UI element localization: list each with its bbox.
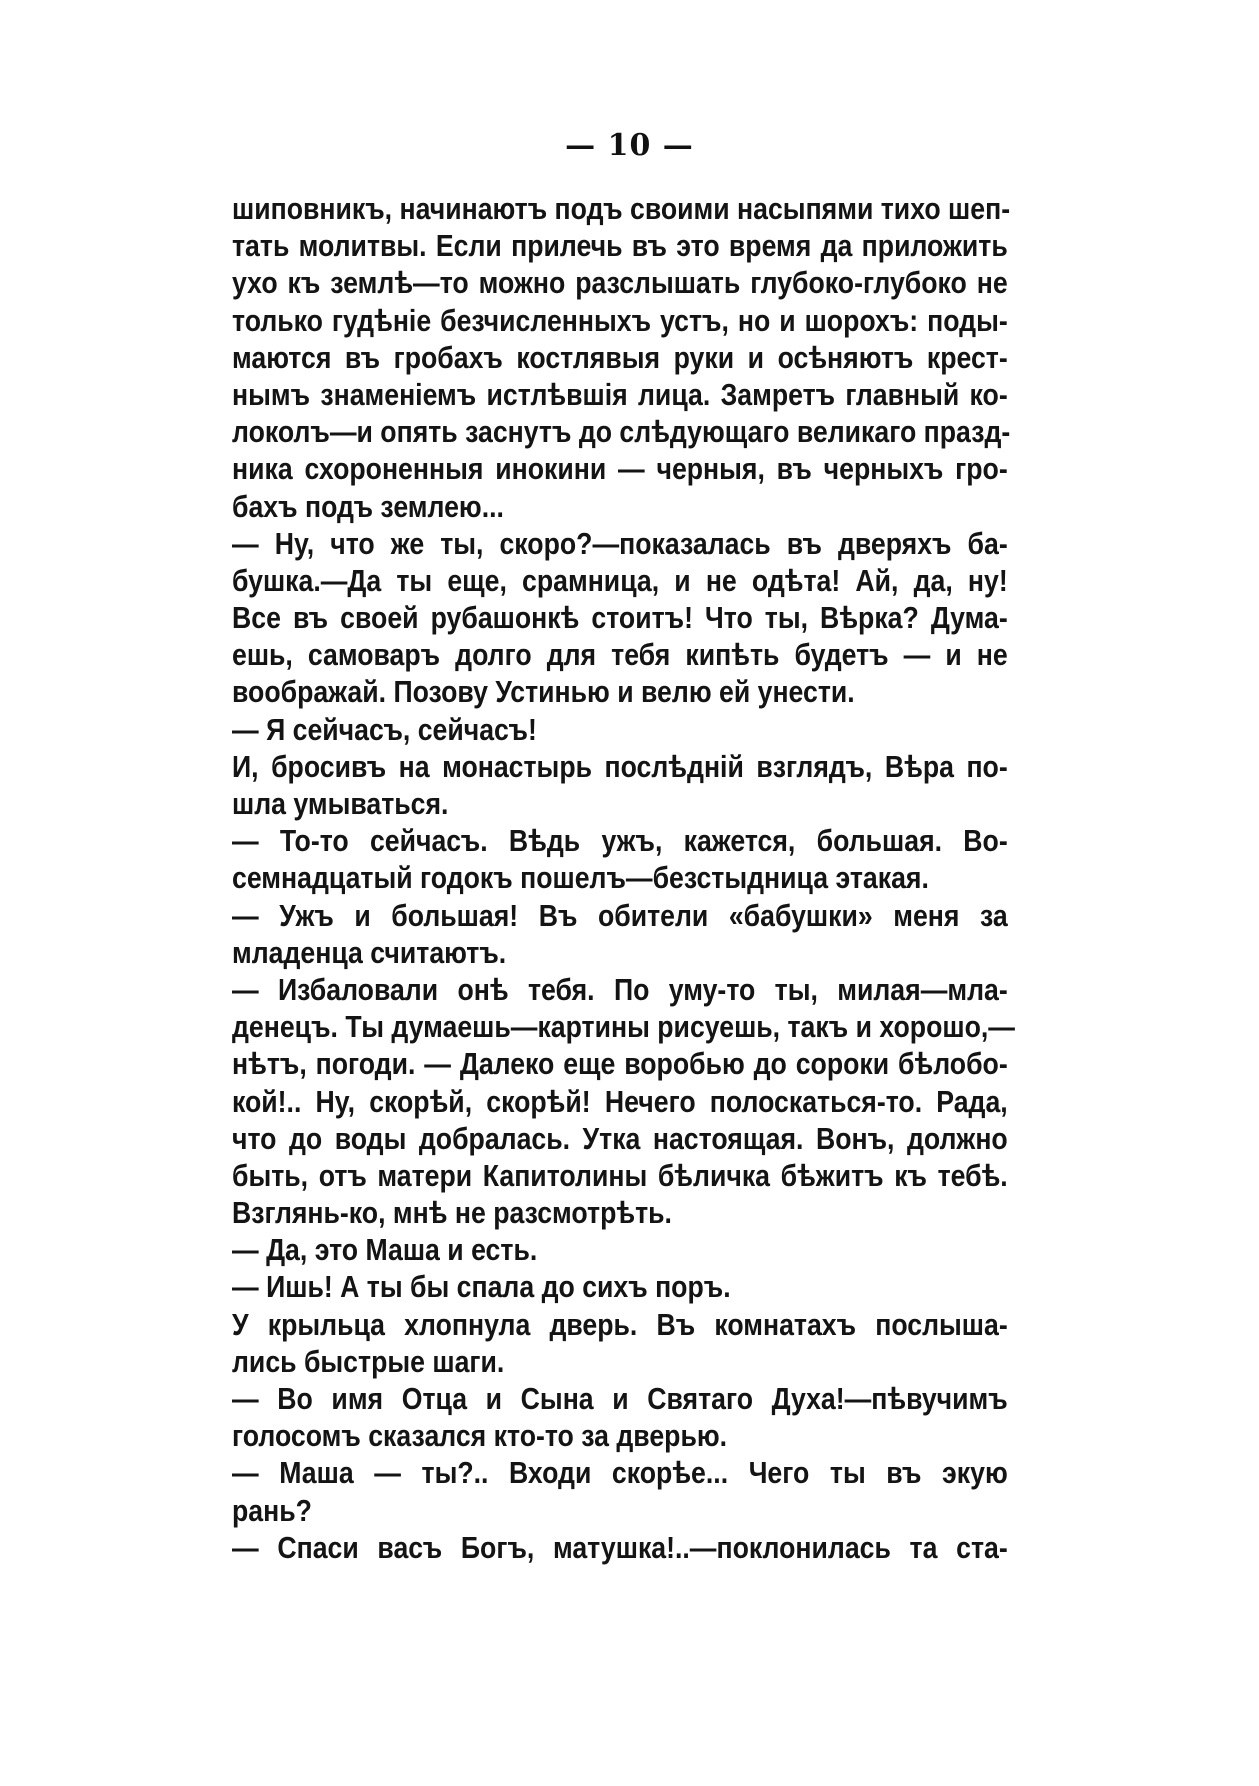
text-line: ешь, самоваръ долго для тебя кипѣть будетъ — и не	[232, 637, 1008, 673]
text-line: голосомъ сказался кто-то за дверью.	[232, 1418, 728, 1454]
text-line: нымъ знаменіемъ истлѣвшія лица. Замретъ главный ко-	[232, 376, 1008, 412]
text-line: бушка.—Да ты еще, срамница, и не одѣта! Ай, да, ну!	[232, 562, 1008, 598]
text-line: бахъ подъ землею...	[232, 488, 504, 524]
text-line: локолъ—и опять заснутъ до слѣдующаго великаго празд-	[232, 414, 1011, 450]
text-line: шла умываться.	[232, 786, 449, 821]
text-line: — Ишь! А ты бы спала до сихъ поръ.	[232, 1269, 731, 1305]
text-line: — Ужъ и большая! Въ обители «бабушки» меня за	[232, 897, 1008, 933]
text-line: семнадцатый годокъ пошелъ—безстыдница этакая.	[232, 860, 929, 896]
page-number: — 10 —	[565, 128, 694, 163]
text-line: маются въ гробахъ костлявыя руки и осѣняютъ крест-	[232, 339, 1008, 375]
text-line: кой!.. Ну, скорѣй, скорѣй! Нечего полоскаться-то. Рада,	[232, 1083, 1008, 1119]
text-line: тать молитвы. Если прилечь въ это время да приложить	[232, 228, 1008, 264]
text-line: шиповникъ, начинаютъ подъ своими насыпями тихо шеп-	[232, 191, 1011, 226]
text-lines	[232, 190, 1015, 1566]
text-line: — То-то сейчасъ. Вѣдь ужъ, кажется, большая. Во-	[232, 823, 1008, 859]
text-line: денецъ. Ты думаешь—картины рисуешь, такъ и хорошо,—	[232, 1009, 1015, 1045]
text-line: — Избаловали онѣ тебя. По уму-то ты, милая—мла-	[232, 971, 1008, 1007]
text-line: — Ну, что же ты, скоро?—показалась въ дверяхъ ба-	[232, 525, 1008, 561]
text-line: — Да, это Маша и есть.	[232, 1232, 538, 1268]
text-line: — Во имя Отца и Сына и Святаго Духа!—пѣвучимъ	[232, 1381, 1008, 1416]
text-line: лись быстрые шаги.	[232, 1343, 505, 1379]
text-line: Взглянь-ко, мнѣ не разсмотрѣть.	[232, 1195, 672, 1231]
text-line: — Я сейчасъ, сейчасъ!	[232, 711, 537, 747]
text-line: рань?	[232, 1492, 312, 1528]
text-line: ника схороненныя инокини — черныя, въ черныхъ гро-	[232, 451, 1008, 487]
text-line: — Спаси васъ Богъ, матушка!..—поклонилась та ста-	[232, 1529, 1008, 1565]
text-line: быть, отъ матери Капитолины бѣличка бѣжитъ къ тебѣ.	[232, 1157, 1008, 1193]
text-line: У крыльца хлопнула дверь. Въ комнатахъ послыша-	[232, 1306, 1008, 1342]
body-text	[232, 190, 1015, 1566]
text-line: — Маша — ты?.. Входи скорѣе... Чего ты въ экую	[232, 1455, 1008, 1491]
text-line: И, бросивъ на монастырь послѣдній взглядъ, Вѣра по-	[232, 748, 1008, 784]
text-line: Все въ своей рубашонкѣ стоитъ! Что ты, Вѣрка? Дума-	[232, 600, 1008, 636]
text-line: только гудѣніе безчисленныхъ устъ, но и шорохъ: поды-	[232, 302, 1008, 338]
text-line: младенца считаютъ.	[232, 934, 507, 970]
text-line: воображай. Позову Устинью и велю ей унести.	[232, 674, 855, 710]
text-line: нѣтъ, погоди. — Далеко еще воробью до сороки бѣлобо-	[232, 1046, 1008, 1082]
text-line: что до воды добралась. Утка настоящая. Вонъ, должно	[232, 1120, 1008, 1156]
text-line: ухо къ землѣ—то можно разслышать глубоко-глубоко не	[232, 265, 1008, 301]
